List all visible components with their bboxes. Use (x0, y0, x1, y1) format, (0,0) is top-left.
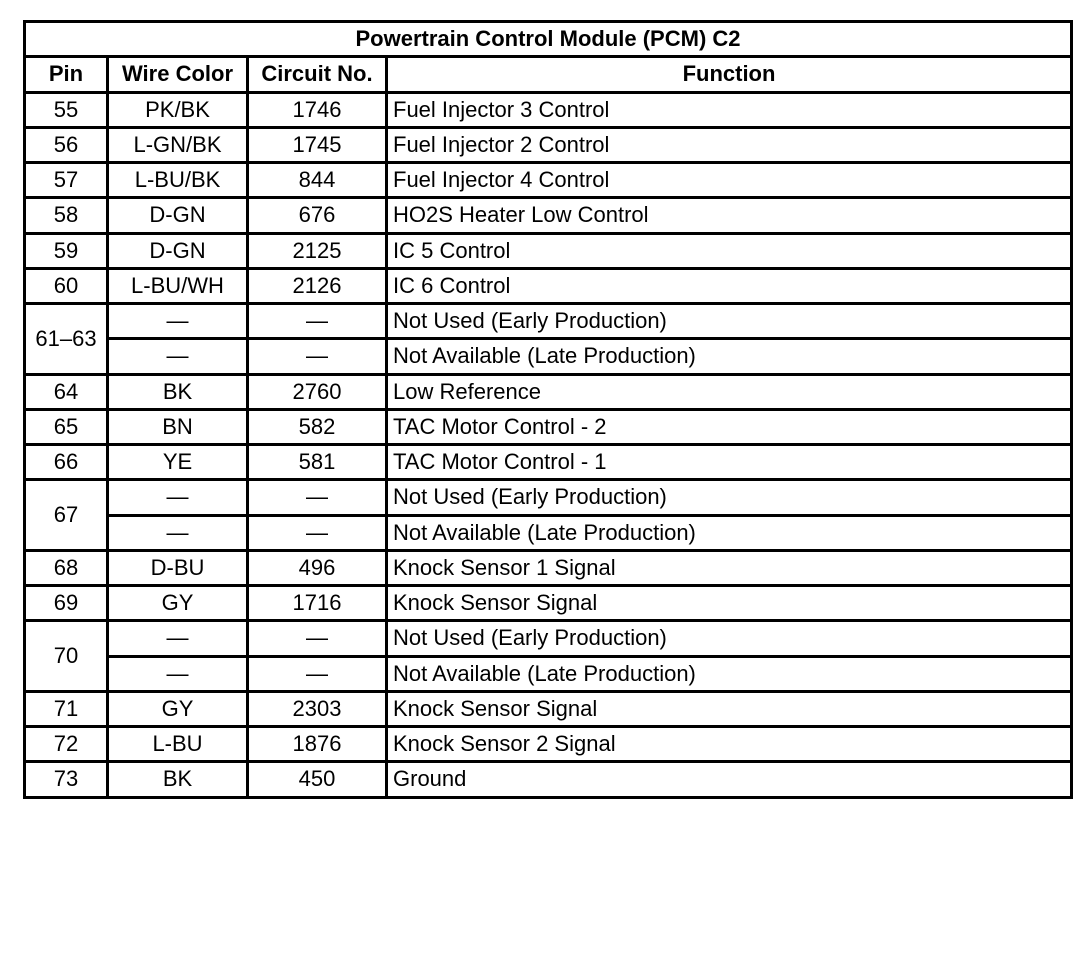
pin-cell: 64 (25, 374, 108, 409)
circuit-cell: 844 (248, 163, 387, 198)
wire-color-cell: L-BU (108, 727, 248, 762)
wire-color-cell: L-GN/BK (108, 127, 248, 162)
pin-cell: 60 (25, 268, 108, 303)
function-cell: Not Used (Early Production) (387, 304, 1072, 339)
circuit-cell: 2125 (248, 233, 387, 268)
header-circuit-no: Circuit No. (248, 57, 387, 92)
wire-color-cell: L-BU/WH (108, 268, 248, 303)
table-row (25, 727, 1072, 762)
circuit-cell: 1716 (248, 586, 387, 621)
function-cell: Fuel Injector 4 Control (387, 163, 1072, 198)
function-cell: Low Reference (387, 374, 1072, 409)
table-title: Powertrain Control Module (PCM) C2 (25, 22, 1072, 57)
wire-color-cell: — (108, 480, 248, 515)
table-row (25, 268, 1072, 303)
function-cell: Not Used (Early Production) (387, 621, 1072, 656)
function-cell: Knock Sensor 1 Signal (387, 550, 1072, 585)
function-cell: TAC Motor Control - 2 (387, 409, 1072, 444)
wire-color-cell: — (108, 656, 248, 691)
function-cell: Knock Sensor 2 Signal (387, 727, 1072, 762)
table-row (25, 515, 1072, 550)
wire-color-cell: PK/BK (108, 92, 248, 127)
function-cell: TAC Motor Control - 1 (387, 445, 1072, 480)
table-row (25, 656, 1072, 691)
header-row (25, 57, 1072, 92)
circuit-cell: — (248, 339, 387, 374)
function-cell: Not Used (Early Production) (387, 480, 1072, 515)
circuit-cell: 676 (248, 198, 387, 233)
title-row (25, 22, 1072, 57)
wire-color-cell: — (108, 515, 248, 550)
table-row (25, 621, 1072, 656)
circuit-cell: 2126 (248, 268, 387, 303)
wire-color-cell: GY (108, 691, 248, 726)
circuit-cell: 496 (248, 550, 387, 585)
header-wire-color: Wire Color (108, 57, 248, 92)
table-row (25, 480, 1072, 515)
wire-color-cell: BK (108, 762, 248, 797)
wire-color-cell: GY (108, 586, 248, 621)
function-cell: Not Available (Late Production) (387, 656, 1072, 691)
circuit-cell: 450 (248, 762, 387, 797)
wire-color-cell: — (108, 339, 248, 374)
function-cell: Knock Sensor Signal (387, 586, 1072, 621)
pin-cell: 61–63 (25, 304, 108, 375)
wire-color-cell: D-GN (108, 198, 248, 233)
pin-cell: 71 (25, 691, 108, 726)
wire-color-cell: D-BU (108, 550, 248, 585)
pin-cell: 56 (25, 127, 108, 162)
wire-color-cell: BK (108, 374, 248, 409)
function-cell: IC 5 Control (387, 233, 1072, 268)
circuit-cell: — (248, 515, 387, 550)
circuit-cell: 1746 (248, 92, 387, 127)
circuit-cell: — (248, 480, 387, 515)
pin-cell: 68 (25, 550, 108, 585)
wire-color-cell: — (108, 304, 248, 339)
table-row (25, 127, 1072, 162)
function-cell: Fuel Injector 2 Control (387, 127, 1072, 162)
pin-cell: 55 (25, 92, 108, 127)
function-cell: HO2S Heater Low Control (387, 198, 1072, 233)
table-row (25, 163, 1072, 198)
function-cell: Not Available (Late Production) (387, 515, 1072, 550)
pin-cell: 67 (25, 480, 108, 551)
table-row (25, 762, 1072, 797)
function-cell: Ground (387, 762, 1072, 797)
pin-cell: 70 (25, 621, 108, 692)
pin-cell: 66 (25, 445, 108, 480)
circuit-cell: 582 (248, 409, 387, 444)
table-row (25, 445, 1072, 480)
table-row (25, 374, 1072, 409)
table-row (25, 586, 1072, 621)
pin-cell: 69 (25, 586, 108, 621)
wire-color-cell: L-BU/BK (108, 163, 248, 198)
function-cell: IC 6 Control (387, 268, 1072, 303)
header-pin: Pin (25, 57, 108, 92)
circuit-cell: 2303 (248, 691, 387, 726)
table-row (25, 691, 1072, 726)
table-row (25, 198, 1072, 233)
circuit-cell: 2760 (248, 374, 387, 409)
pin-cell: 73 (25, 762, 108, 797)
pin-cell: 65 (25, 409, 108, 444)
header-function: Function (387, 57, 1072, 92)
function-cell: Fuel Injector 3 Control (387, 92, 1072, 127)
table-row (25, 409, 1072, 444)
function-cell: Knock Sensor Signal (387, 691, 1072, 726)
table-row (25, 233, 1072, 268)
wire-color-cell: YE (108, 445, 248, 480)
pin-cell: 57 (25, 163, 108, 198)
circuit-cell: — (248, 656, 387, 691)
wire-color-cell: BN (108, 409, 248, 444)
pin-cell: 72 (25, 727, 108, 762)
pcm-connector-table (23, 20, 1073, 799)
pin-cell: 58 (25, 198, 108, 233)
wire-color-cell: D-GN (108, 233, 248, 268)
circuit-cell: — (248, 304, 387, 339)
pin-cell: 59 (25, 233, 108, 268)
circuit-cell: 1745 (248, 127, 387, 162)
function-cell: Not Available (Late Production) (387, 339, 1072, 374)
table-row (25, 92, 1072, 127)
circuit-cell: — (248, 621, 387, 656)
wire-color-cell: — (108, 621, 248, 656)
circuit-cell: 581 (248, 445, 387, 480)
circuit-cell: 1876 (248, 727, 387, 762)
table-row (25, 550, 1072, 585)
table-row (25, 339, 1072, 374)
table-row (25, 304, 1072, 339)
